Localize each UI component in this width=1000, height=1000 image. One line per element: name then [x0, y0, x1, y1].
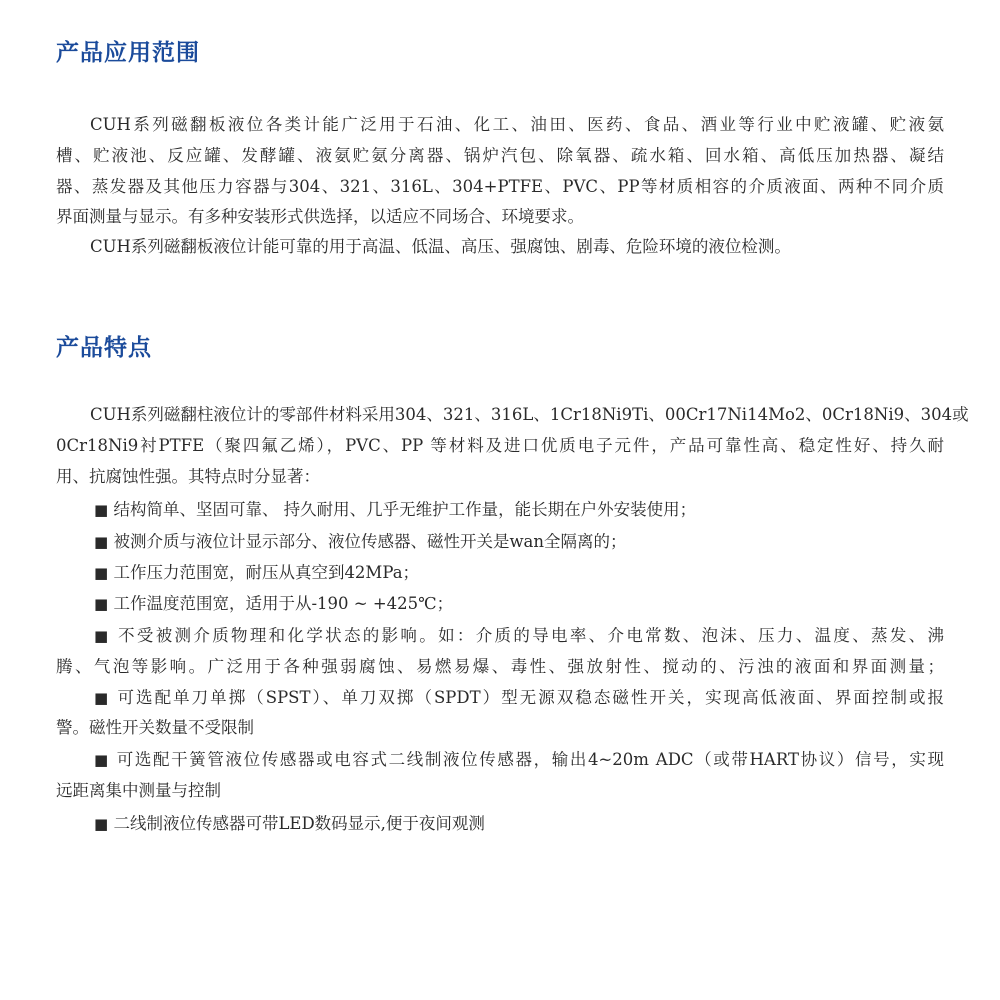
feature-text: 不受被测介质物理和化学状态的影响。如：介质的导电率、介电常数、泡沫、压力、温度、蒸发、沸 [118, 626, 944, 645]
feature-item [94, 592, 944, 616]
feature-text: 可选配干簧管液位传感器或电容式二线制液位传感器，输出4~20m ADC（或带HART协议）信号，实现 [116, 750, 944, 769]
square-bullet-icon: ■ [94, 751, 110, 769]
feature-continuation-line: 远距离集中测量与控制 [56, 781, 221, 800]
feature-item [94, 561, 944, 585]
square-bullet-icon: ■ [94, 595, 109, 613]
feature-item [94, 686, 944, 710]
application-paragraph-line: CUH系列磁翻板液位计能可靠的用于高温、低温、高压、强腐蚀、剧毒、危险环境的液位检测。 [90, 237, 791, 256]
application-paragraph-line: 界面测量与显示。有多种安装形式供选择，以适应不同场合、环境要求。 [56, 207, 584, 226]
feature-item [94, 812, 944, 836]
feature-continuation-line: 腾、气泡等影响。广泛用于各种强弱腐蚀、易燃易爆、毒性、强放射性、搅动的、污浊的液面和界面测量； [56, 657, 944, 676]
features-intro-line: CUH系列磁翻柱液位计的零部件材料采用304、321、316L、1Cr18Ni9Ti、00Cr17Ni14Mo2、0Cr18Ni9、304或 [90, 405, 969, 424]
feature-text: 二线制液位传感器可带LED数码显示,便于夜间观测 [113, 814, 485, 833]
application-paragraph-line: 槽、贮液池、反应罐、发酵罐、液氨贮氨分离器、锅炉汽包、除氧器、疏水箱、回水箱、高低压加热器、凝结 [56, 146, 944, 165]
features-intro-line: 0Cr18Ni9衬PTFE（聚四氟乙烯），PVC、PP 等材料及进口优质电子元件，产品可靠性高、稳定性好、持久耐 [56, 436, 944, 455]
feature-continuation-line: 警。磁性开关数量不受限制 [56, 718, 254, 737]
square-bullet-icon: ■ [94, 564, 109, 582]
feature-item [94, 748, 944, 772]
features-intro-line: 用、抗腐蚀性强。其特点时分显著： [56, 467, 320, 486]
feature-item [94, 624, 944, 648]
application-paragraph-line: CUH系列磁翻板液位各类计能广泛用于石油、化工、油田、医药、食品、酒业等行业中贮液罐、贮液氨 [90, 115, 944, 134]
feature-item [94, 530, 944, 554]
feature-item [94, 498, 944, 522]
feature-text: 可选配单刀单掷（SPST）、单刀双掷（SPDT）型无源双稳态磁性开关，实现高低液面、界面控制或报 [117, 688, 944, 707]
square-bullet-icon: ■ [94, 689, 111, 707]
section-title-application-scope: 产品应用范围 [56, 40, 200, 66]
square-bullet-icon: ■ [94, 815, 109, 833]
square-bullet-icon: ■ [94, 533, 109, 551]
feature-text: 工作温度范围宽，适用于从-190 ~ +425℃； [113, 594, 454, 613]
square-bullet-icon: ■ [94, 627, 111, 645]
section-title-product-features: 产品特点 [56, 335, 152, 361]
feature-text: 工作压力范围宽，耐压从真空到42MPa； [113, 563, 420, 582]
feature-text: 被测介质与液位计显示部分、液位传感器、磁性开关是wan全隔离的； [113, 532, 627, 551]
feature-text: 结构简单、坚固可靠、 持久耐用、几乎无维护工作量，能长期在户外安装使用； [113, 500, 697, 519]
application-paragraph-line: 器、蒸发器及其他压力容器与304、321、316L、304+PTFE、PVC、PP等材质相容的介质液面、两种不同介质 [56, 177, 944, 196]
square-bullet-icon: ■ [94, 501, 109, 519]
